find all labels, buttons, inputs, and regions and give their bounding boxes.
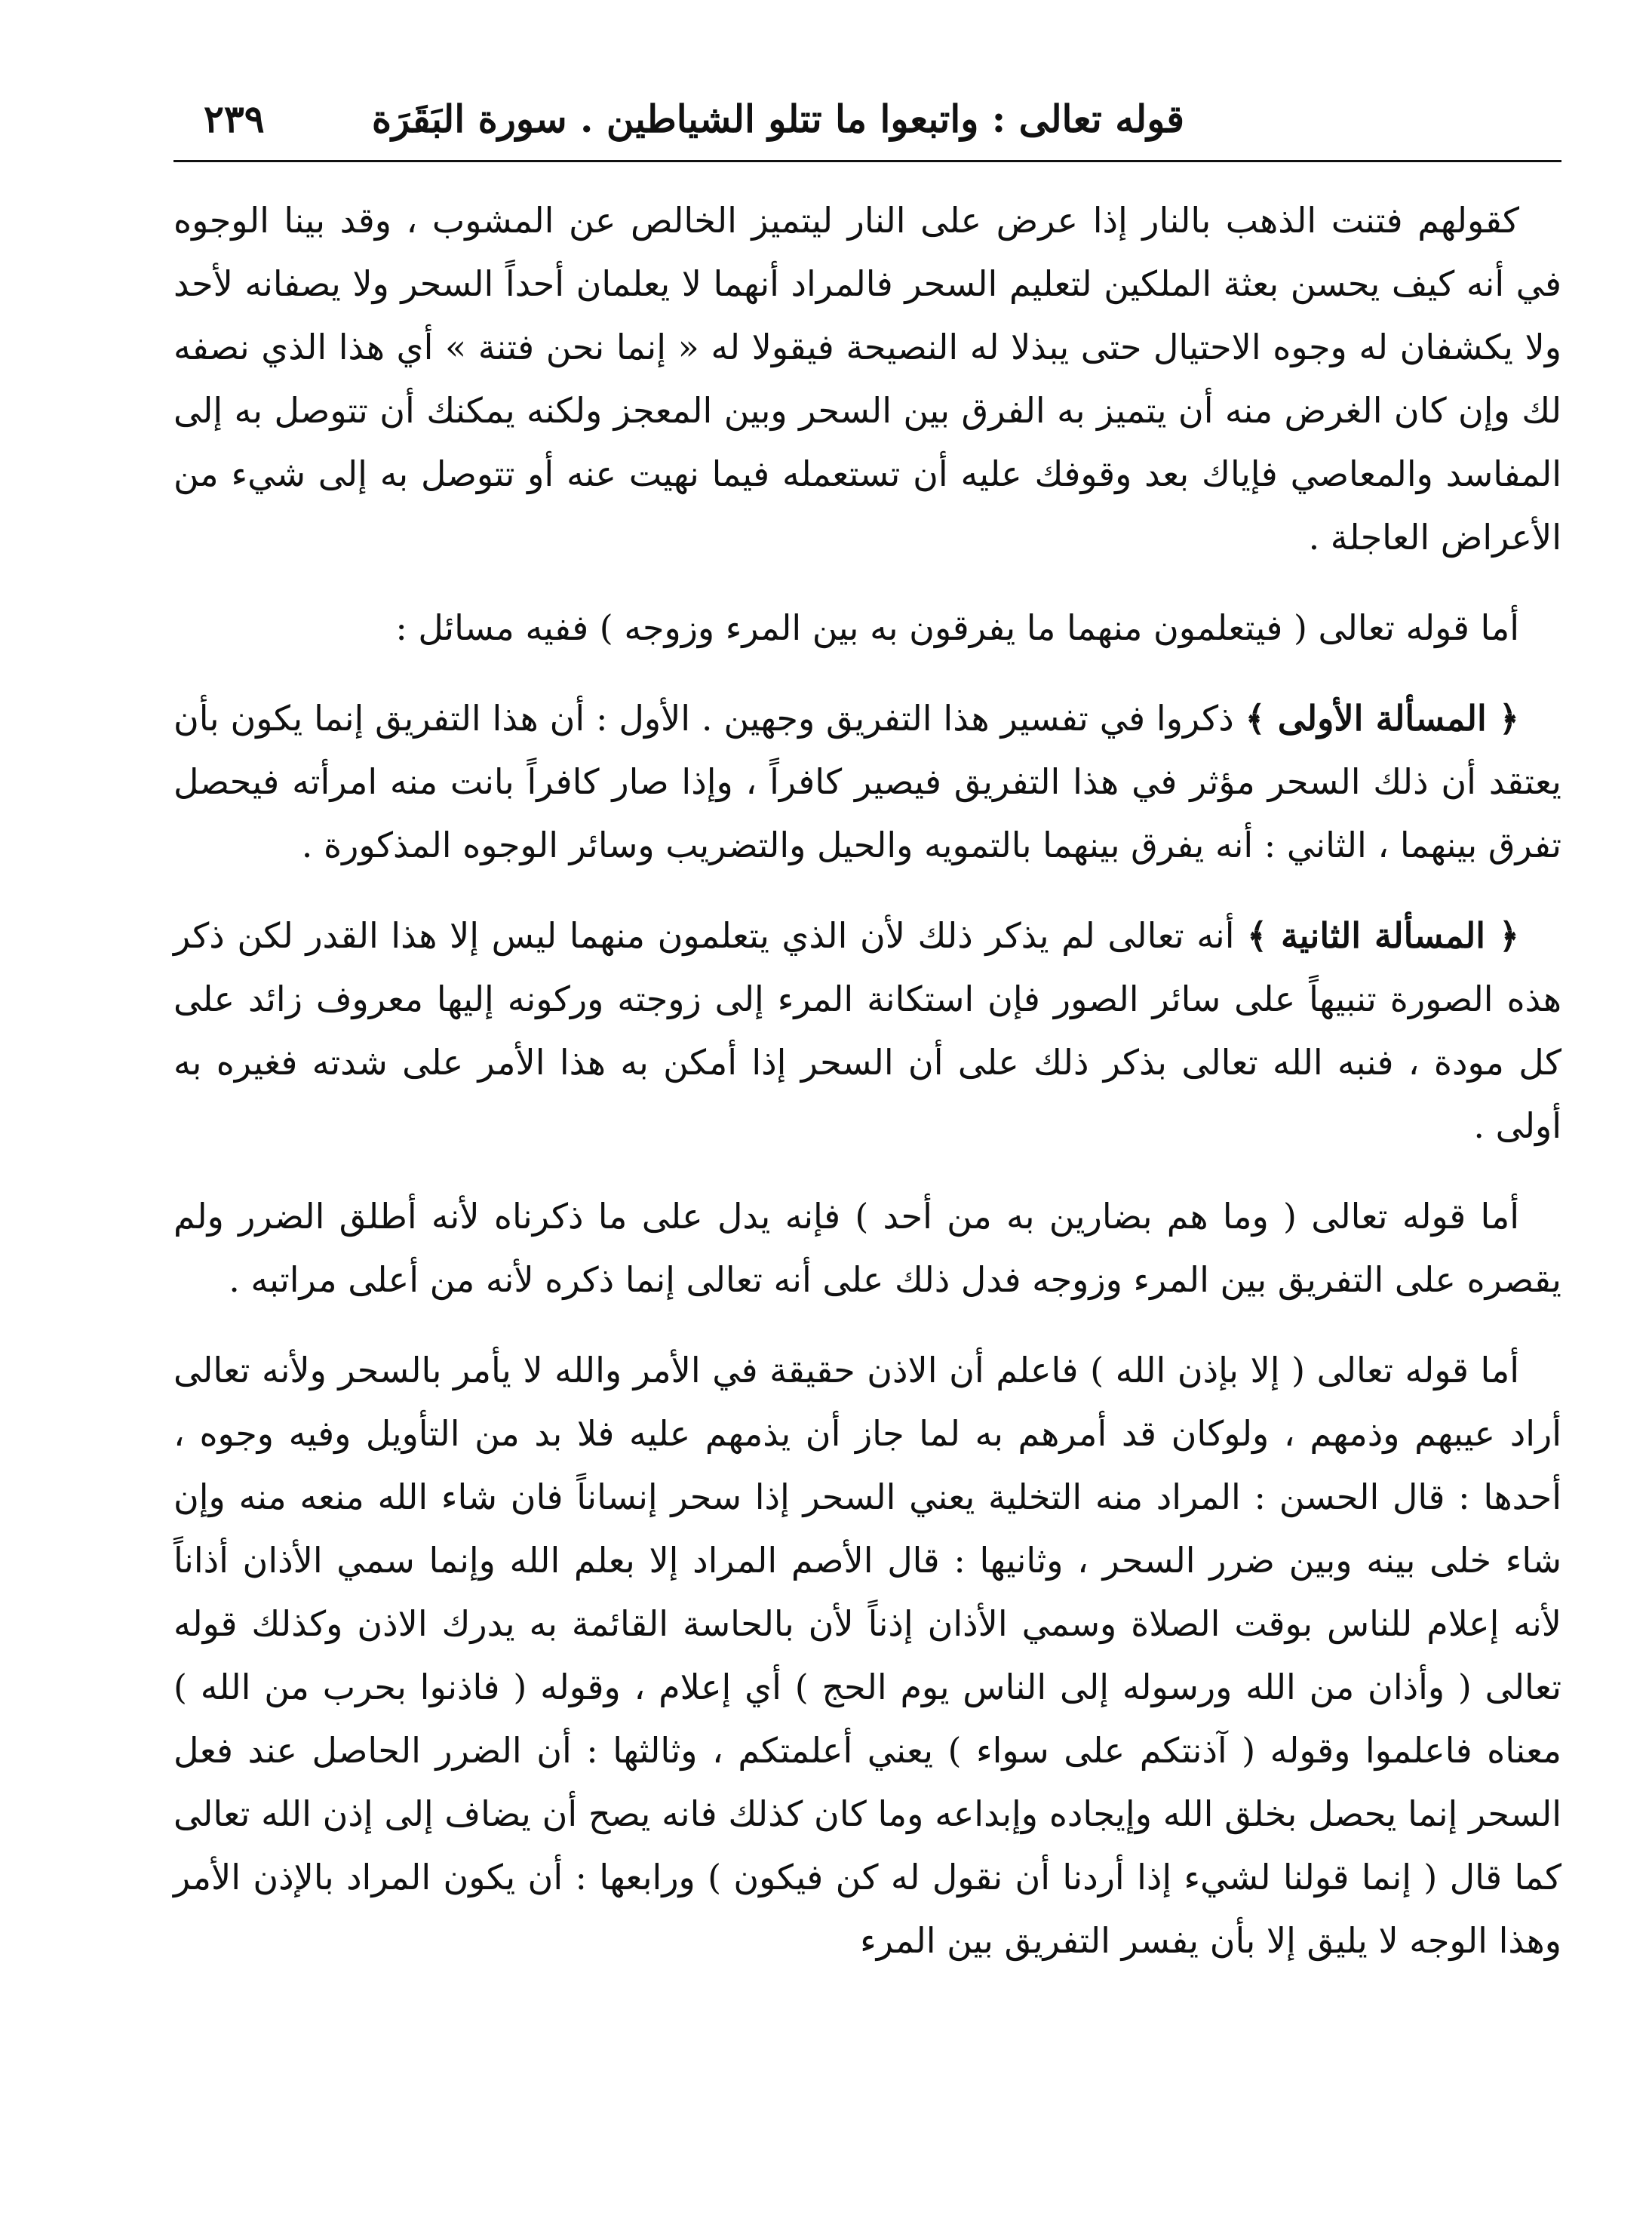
paragraph-text: كقولهم فتنت الذهب بالنار إذا عرض على النار ليتميز الخالص عن المشوب ، وقد بينا الوجوه في أنه كيف يحسن بعثة الملكين لتعليم السحر فالمراد أنهما لا يعلمان أحداً السحر ولا يصفانه لأحد ولا يكشفان له وجوه الاحتيال حتى يبذلا له النصيحة فيقولا له « إنما نحن فتنة » أي هذا الذي نصفه لك وإن كان الغرض منه أن يتميز به الفرق بين السحر وبين المعجز ولكنه يمكنك أن تتوصل به إلى المفاسد والمعاصي فإياك بعد وقوفك عليه أن تستعمله فيما نهيت عنه أو تتوصل به إلى شيء من الأعراض العاجلة .	[173, 200, 1561, 558]
paragraph-lead: ﴿ المسألة الأولى ﴾	[1245, 698, 1519, 739]
paragraph-text: أنه تعالى لم يذكر ذلك لأن الذي يتعلمون منهما ليس إلا هذا القدر لكن ذكر هذه الصورة تنبيهاً على سائر الصور فإن استكانة المرء إلى زوجته وركونه إليها معروف زائد على كل مودة ، فنبه الله تعالى بذكر ذلك على أن السحر إذا أمكن به هذا الأمر على شدته فغيره به أولى .	[173, 915, 1561, 1146]
paragraph	[173, 904, 1561, 1157]
paragraph-lead: ﴿ المسألة الثانية ﴾	[1247, 915, 1519, 956]
paragraph	[173, 687, 1561, 877]
paragraph-text: أما قوله تعالى ( فيتعلمون منهما ما يفرقون به بين المرء وزوجه ) ففيه مسائل :	[395, 607, 1519, 648]
paragraph	[173, 596, 1561, 659]
body-text	[173, 189, 1561, 1999]
paragraph-text: أما قوله تعالى ( وما هم بضارين به من أحد ) فإنه يدل على ما ذكرناه لأنه أطلق الضرر ولم يقصره على التفريق بين المرء وزوجه فدل ذلك على أنه تعالى إنما ذكره لأنه من أعلى مراتبه .	[173, 1196, 1561, 1300]
paragraph	[173, 1338, 1561, 1972]
paragraph-text: أما قوله تعالى ( إلا بإذن الله ) فاعلم أن الاذن حقيقة في الأمر والله لا يأمر بالسحر ولأنه تعالى أراد عيبهم وذمهم ، ولوكان قد أمرهم به لما جاز أن يذمهم عليه فلا بد من التأويل وفيه وجوه ، أحدها : قال الحسن : المراد منه التخلية يعني السحر إذا سحر إنساناً فان شاء الله منعه منه وإن شاء خلى بينه وبين ضرر السحر ، وثانيها : قال الأصم المراد إلا بعلم الله وإنما سمي الأذان أذاناً لأنه إعلام للناس بوقت الصلاة وسمي الأذان إذناً لأن بالحاسة القائمة به يدرك الاذن وكذلك قوله تعالى ( وأذان من الله ورسوله إلى الناس يوم الحج ) أي إعلام ، وقوله ( فاذنوا بحرب من الله ) معناه فاعلموا وقوله ( آذنتكم على سواء ) يعني أعلمتكم ، وثالثها : أن الضرر الحاصل عند فعل السحر إنما يحصل بخلق الله وإيجاده وإبداعه وما كان كذلك فانه يصح أن يضاف إلى إذن الله تعالى كما قال ( إنما قولنا لشيء إذا أردنا أن نقول له كن فيكون ) ورابعها : أن يكون المراد بالإذن الأمر وهذا الوجه لا يليق إلا بأن يفسر التفريق بين المرء	[173, 1350, 1561, 1961]
page-number: ٢٣٩	[204, 97, 265, 141]
paragraph-text: ذكروا في تفسير هذا التفريق وجهين . الأول : أن هذا التفريق إنما يكون بأن يعتقد أن ذلك السحر مؤثر في هذا التفريق فيصير كافراً ، وإذا صار كافراً بانت منه امرأته فيحصل تفرق بينهما ، الثاني : أنه يفرق بينهما بالتمويه والحيل والتضريب وسائر الوجوه المذكورة .	[173, 698, 1561, 865]
page-header	[173, 89, 1561, 149]
header-rule	[173, 160, 1561, 162]
running-title: قوله تعالى : واتبعوا ما تتلو الشياطين . سورة البَقَرَة	[371, 97, 1184, 141]
paragraph	[173, 189, 1561, 569]
paragraph	[173, 1185, 1561, 1311]
